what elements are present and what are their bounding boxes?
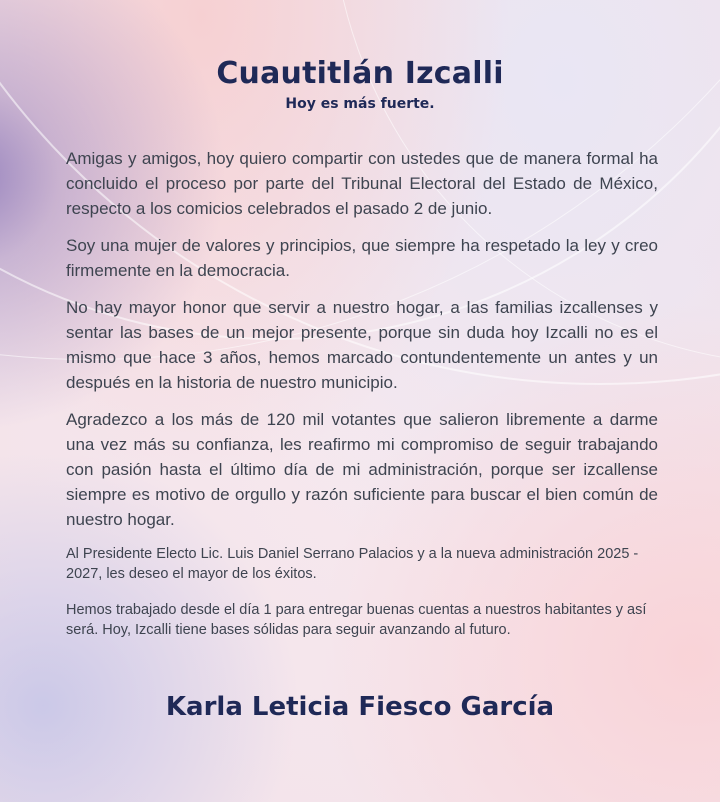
- header: [0, 0, 720, 112]
- paragraph-values: Soy una mujer de valores y principios, que siempre ha respetado la ley y creo firmemente en la democracia.: [66, 236, 658, 280]
- paragraph-intro: Amigas y amigos, hoy quiero compartir con ustedes que de manera formal ha concluido el proceso por parte del Tribunal Electoral del Estado de México, respecto a los comicios celebrados el pasado 2 de junio.: [66, 149, 658, 218]
- paragraph-gratitude: Agradezco a los más de 120 mil votantes que salieron libremente a darme una vez más su confianza, les reafirmo mi compromiso de seguir trabajando con pasión hasta el último día de mi administración, porque ser izcallense siempre es motivo de orgullo y razón suficiente para buscar el bien común de nuestro hogar.: [66, 410, 658, 529]
- page-title: Cuautitlán Izcalli: [216, 56, 504, 91]
- signature-name: Karla Leticia Fiesco García: [165, 692, 555, 722]
- statement-body: [66, 146, 658, 640]
- page-subtitle: Hoy es más fuerte.: [285, 96, 435, 112]
- paragraph-closing: Hemos trabajado desde el día 1 para entregar buenas cuentas a nuestros habitantes y así será. Hoy, Izcalli tiene bases sólidas para seguir avanzando al futuro.: [66, 602, 647, 638]
- paragraph-president-elect: Al Presidente Electo Lic. Luis Daniel Serrano Palacios y a la nueva administración 2025 - 2027, les deseo el mayor de los éxitos.: [66, 546, 639, 582]
- paragraph-honor: No hay mayor honor que servir a nuestro hogar, a las familias izcallenses y sentar las bases de un mejor presente, porque sin duda hoy Izcalli no es el mismo que hace 3 años, hemos marcado contundentemente un antes y un después en la historia de nuestro municipio.: [66, 298, 658, 392]
